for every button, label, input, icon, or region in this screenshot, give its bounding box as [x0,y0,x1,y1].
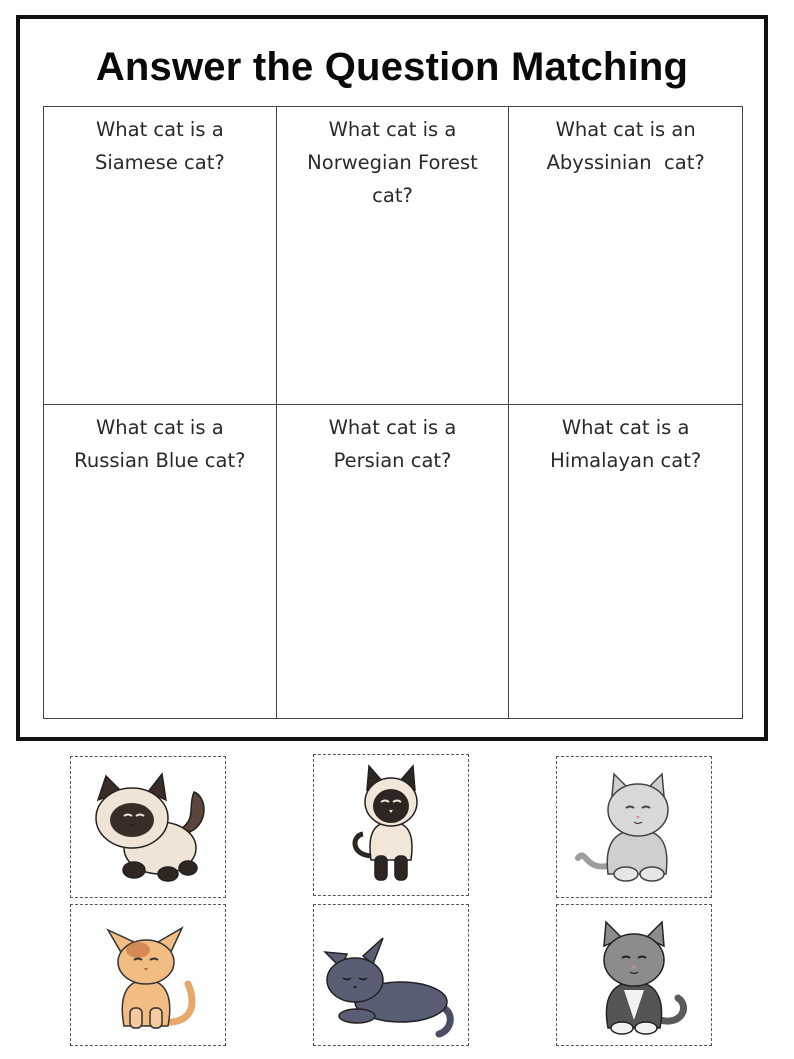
cat-card-persian[interactable] [313,904,469,1046]
question-cell-norwegian-forest[interactable] [277,107,510,405]
question-line: What cat is a [328,118,457,141]
cat-card-siamese[interactable] [313,754,469,896]
question-line: What cat is an [555,118,696,141]
question-line: Persian cat? [333,449,452,472]
abyssinian-cat-icon [78,910,218,1040]
question-grid [43,106,743,719]
question-cell-persian[interactable] [277,405,510,718]
question-line: Russian Blue cat? [74,449,246,472]
worksheet-frame [16,15,768,741]
question-cell-himalayan[interactable] [509,405,742,718]
cat-card-abyssinian[interactable] [70,904,226,1046]
question-line: What cat is a [561,416,690,439]
cat-card-russian-blue[interactable] [556,756,712,898]
question-line: Norwegian Forest [307,151,478,174]
question-line: What cat is a [95,118,224,141]
question-line: What cat is a [95,416,224,439]
question-line: What cat is a [328,416,457,439]
question-cell-siamese[interactable] [44,107,277,405]
question-line: Himalayan cat? [550,449,702,472]
russian-blue-cat-icon [564,762,704,892]
question-line: Abyssinian cat? [546,151,705,174]
question-cell-abyssinian[interactable] [509,107,742,405]
cat-card-norwegian-forest[interactable] [556,904,712,1046]
siamese-cat-icon [321,760,461,890]
question-line: cat? [372,184,413,207]
question-line: Siamese cat? [94,151,225,174]
question-cell-russian-blue[interactable] [44,405,277,718]
worksheet-title: Answer the Question Matching [95,45,689,89]
norwegian-forest-cat-icon [564,910,704,1040]
cat-card-himalayan[interactable] [70,756,226,898]
himalayan-cat-icon [78,762,218,892]
persian-cat-icon [321,910,461,1040]
